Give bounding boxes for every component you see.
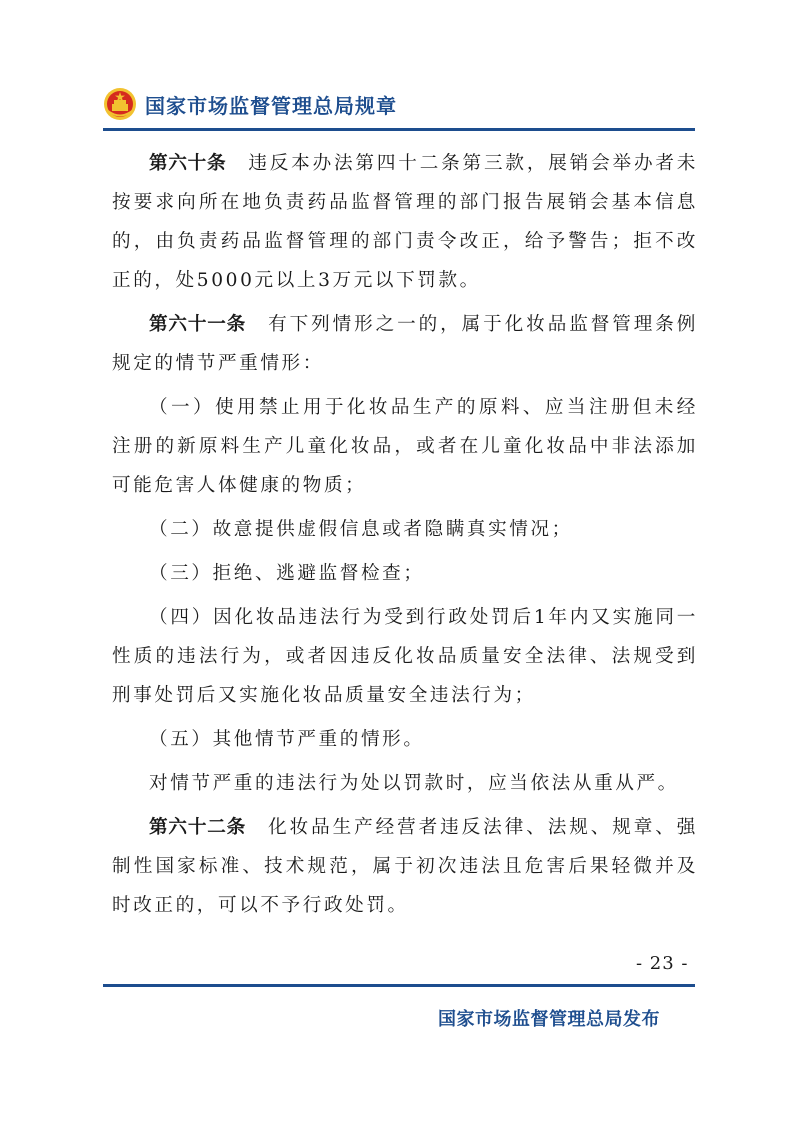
article-number: 第六十二条 <box>149 817 247 838</box>
article-text: 有下列情形之一的，属于化妆品监督管理条例规定的情节严重情形： <box>112 314 698 374</box>
header-title: 国家市场监督管理总局规章 <box>145 94 397 118</box>
article-text: 违反本办法第四十二条第三款，展销会举办者未按要求向所在地负责药品监督管理的部门报告展销会基本信息的，由负责药品监督管理的部门责令改正，给予警告；拒不改正的，处5000元以上3万元以下罚款。 <box>112 153 698 291</box>
document-body <box>112 144 698 925</box>
header-divider <box>103 128 695 131</box>
article-61 <box>112 305 698 383</box>
national-emblem-icon <box>103 87 137 121</box>
footer-divider <box>103 984 695 987</box>
list-item: （四）因化妆品违法行为受到行政处罚后1年内又实施同一性质的违法行为，或者因违反化妆品质量安全法律、法规受到刑事处罚后又实施化妆品质量安全违法行为； <box>112 607 698 706</box>
closing-paragraph: 对情节严重的违法行为处以罚款时，应当依法从重从严。 <box>149 773 679 794</box>
article-60 <box>112 144 698 300</box>
article-number: 第六十条 <box>149 153 227 174</box>
article-text: 化妆品生产经营者违反法律、法规、规章、强制性国家标准、技术规范，属于初次违法且危害后果轻微并及时改正的，可以不予行政处罚。 <box>112 817 698 916</box>
list-item: （三）拒绝、逃避监督检查； <box>149 563 425 584</box>
article-number: 第六十一条 <box>149 314 247 335</box>
list-item: （一）使用禁止用于化妆品生产的原料、应当注册但未经注册的新原料生产儿童化妆品，或者在儿童化妆品中非法添加可能危害人体健康的物质； <box>112 397 698 496</box>
list-item: （二）故意提供虚假信息或者隐瞒真实情况； <box>149 519 573 540</box>
article-62 <box>112 808 698 925</box>
page-number: - 23 - <box>636 953 689 974</box>
list-item: （五）其他情节严重的情形。 <box>149 729 425 750</box>
footer-publisher: 国家市场监督管理总局发布 <box>438 1009 660 1030</box>
page-header <box>103 80 695 130</box>
